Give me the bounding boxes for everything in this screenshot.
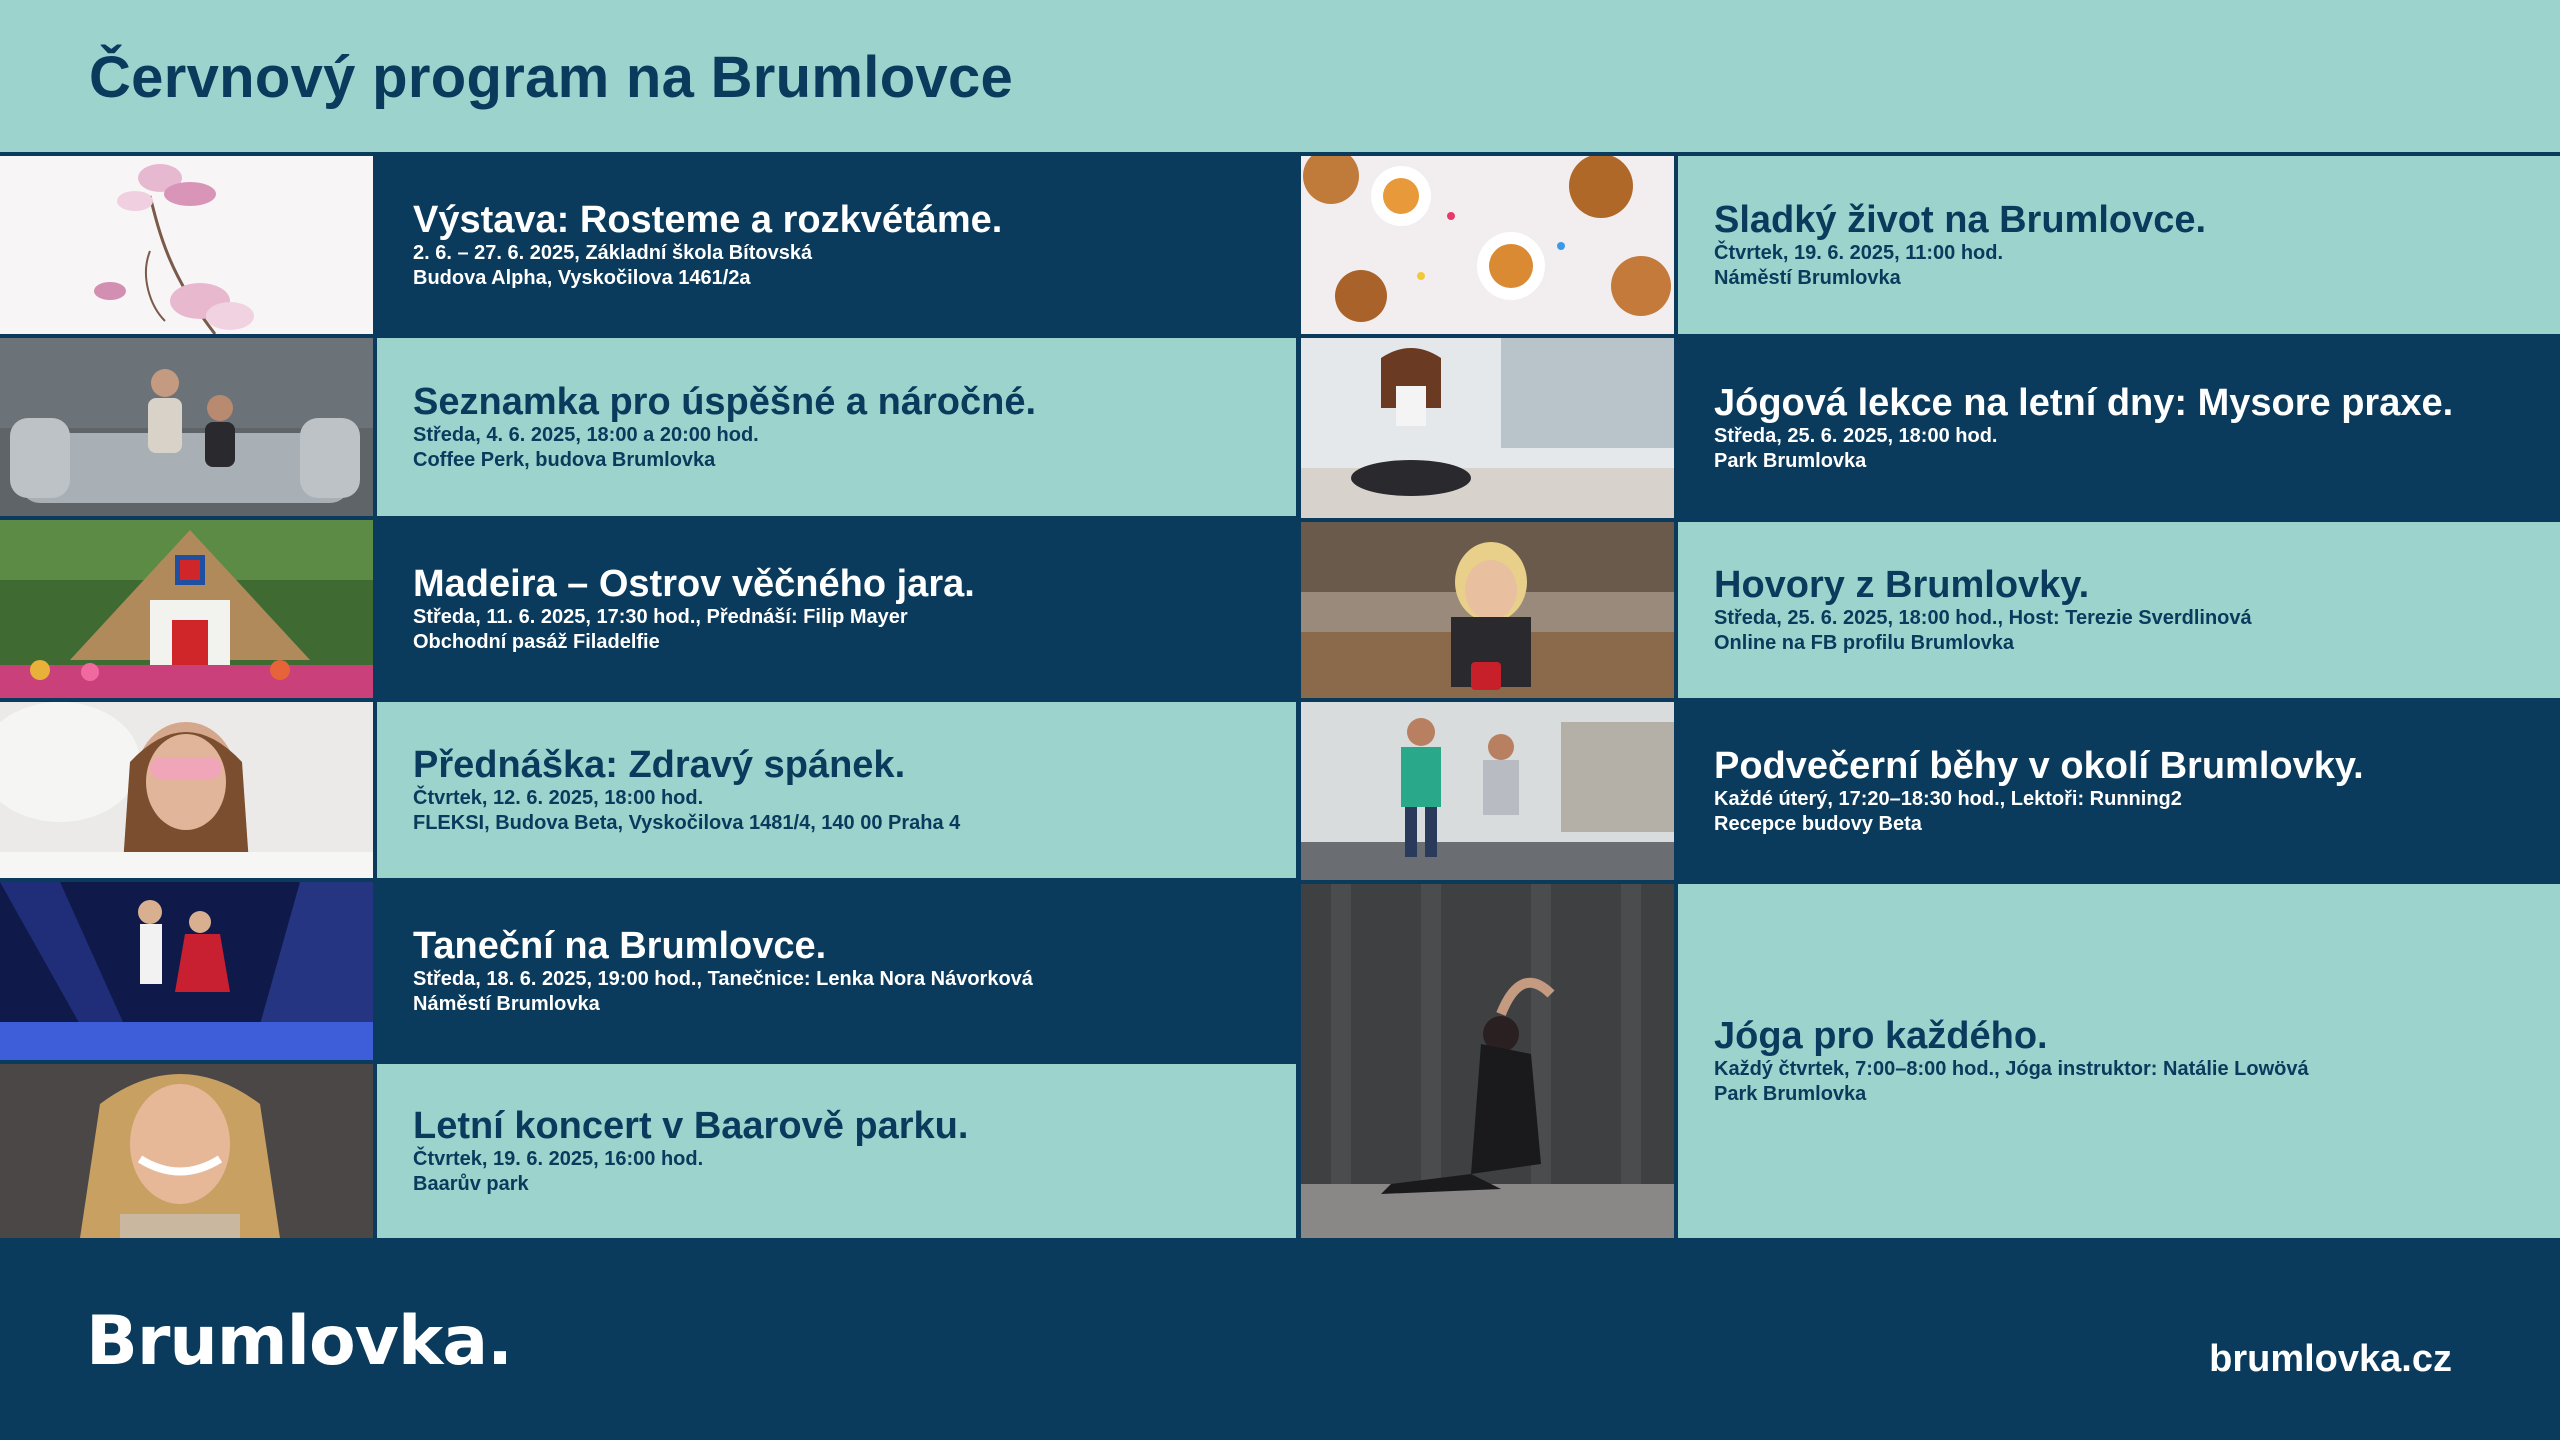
desserts-image <box>1301 156 1674 334</box>
sleeping-woman-image <box>0 702 373 878</box>
event-card-prednaska[interactable] <box>0 702 1296 878</box>
event-date: Čtvrtek, 19. 6. 2025, 16:00 hod. <box>413 1148 704 1171</box>
host-portrait-image <box>1301 522 1674 698</box>
event-title: Seznamka pro úspěšné a náročné. <box>413 380 1037 423</box>
event-text <box>377 338 1296 516</box>
event-location: Coffee Perk, budova Brumlovka <box>413 449 716 472</box>
event-location: Náměstí Brumlovka <box>1714 267 1901 290</box>
event-card-sladky[interactable] <box>1301 156 2560 334</box>
event-date: Středa, 25. 6. 2025, 18:00 hod. <box>1714 425 1998 448</box>
event-location: Park Brumlovka <box>1714 1083 1867 1106</box>
event-title: Hovory z Brumlovky. <box>1714 563 2090 606</box>
footer <box>0 1238 2560 1440</box>
singer-portrait-image <box>0 1064 373 1238</box>
event-text <box>377 702 1296 878</box>
event-date: Středa, 18. 6. 2025, 19:00 hod., Tanečnice: Lenka Nora Návorková <box>413 968 1033 991</box>
event-title: Výstava: Rosteme a rozkvétáme. <box>413 198 1003 241</box>
header <box>0 0 2560 152</box>
event-date: Každé úterý, 17:20–18:30 hod., Lektoři: Running2 <box>1714 788 2182 811</box>
madeira-house-image <box>0 520 373 698</box>
event-text <box>377 520 1296 698</box>
event-card-hovory[interactable] <box>1301 522 2560 698</box>
event-text <box>377 882 1296 1060</box>
event-title: Jóga pro každého. <box>1714 1014 2048 1057</box>
event-text <box>1678 702 2560 880</box>
event-card-joga-pro-kazdeho[interactable] <box>1301 884 2560 1238</box>
event-card-madeira[interactable] <box>0 520 1296 698</box>
events-grid <box>0 152 2560 1238</box>
event-location: Online na FB profilu Brumlovka <box>1714 632 2015 655</box>
event-text <box>377 156 1296 334</box>
event-title: Sladký život na Brumlovce. <box>1714 198 2207 241</box>
event-card-vystava[interactable] <box>0 156 1296 334</box>
event-date: Středa, 4. 6. 2025, 18:00 a 20:00 hod. <box>413 424 759 447</box>
brumlovka-logo[interactable]: Brumlovka. <box>86 1302 512 1381</box>
event-location: Park Brumlovka <box>1714 450 1867 473</box>
event-date: Středa, 25. 6. 2025, 18:00 hod., Host: Terezie Sverdlinová <box>1714 607 2252 630</box>
website-link[interactable]: brumlovka.cz <box>2209 1338 2452 1380</box>
event-date: Středa, 11. 6. 2025, 17:30 hod., Přednáší: Filip Mayer <box>413 606 908 629</box>
event-location: FLEKSI, Budova Beta, Vyskočilova 1481/4, 140 00 Praha 4 <box>413 812 961 835</box>
event-title: Přednáška: Zdravý spánek. <box>413 743 906 786</box>
page-title: Červnový program na Brumlovce <box>89 45 1014 110</box>
event-title: Letní koncert v Baarově parku. <box>413 1104 969 1147</box>
yoga-pose-image <box>1301 884 1674 1238</box>
dancers-stage-image <box>0 882 373 1060</box>
event-card-behy[interactable] <box>1301 702 2560 880</box>
event-title: Podvečerní běhy v okolí Brumlovky. <box>1714 744 2364 787</box>
runners-image <box>1301 702 1674 880</box>
event-text <box>1678 156 2560 334</box>
event-text <box>377 1064 1296 1238</box>
event-date: Čtvrtek, 19. 6. 2025, 11:00 hod. <box>1714 242 2004 265</box>
event-card-jogova-lekce[interactable] <box>1301 338 2560 518</box>
event-location: Recepce budovy Beta <box>1714 813 1922 836</box>
event-text <box>1678 884 2560 1238</box>
magnolia-flower-image <box>0 156 373 334</box>
event-title: Madeira – Ostrov věčného jara. <box>413 562 975 605</box>
event-card-seznamka[interactable] <box>0 338 1296 516</box>
couple-on-sofa-image <box>0 338 373 516</box>
event-date: Každý čtvrtek, 7:00–8:00 hod., Jóga instruktor: Natálie Lowövá <box>1714 1058 2309 1081</box>
event-date: 2. 6. – 27. 6. 2025, Základní škola Bítovská <box>413 242 813 265</box>
event-date: Čtvrtek, 12. 6. 2025, 18:00 hod. <box>413 787 704 810</box>
event-title: Jógová lekce na letní dny: Mysore praxe. <box>1714 381 2454 424</box>
event-title: Taneční na Brumlovce. <box>413 924 827 967</box>
event-card-tanecni[interactable] <box>0 882 1296 1060</box>
event-location: Budova Alpha, Vyskočilova 1461/2a <box>413 267 751 290</box>
event-location: Obchodní pasáž Filadelfie <box>413 631 660 654</box>
event-text <box>1678 522 2560 698</box>
event-text <box>1678 338 2560 518</box>
event-location: Náměstí Brumlovka <box>413 993 600 1016</box>
event-location: Baarův park <box>413 1173 529 1196</box>
yoga-woman-image <box>1301 338 1674 518</box>
event-card-koncert[interactable] <box>0 1064 1296 1238</box>
